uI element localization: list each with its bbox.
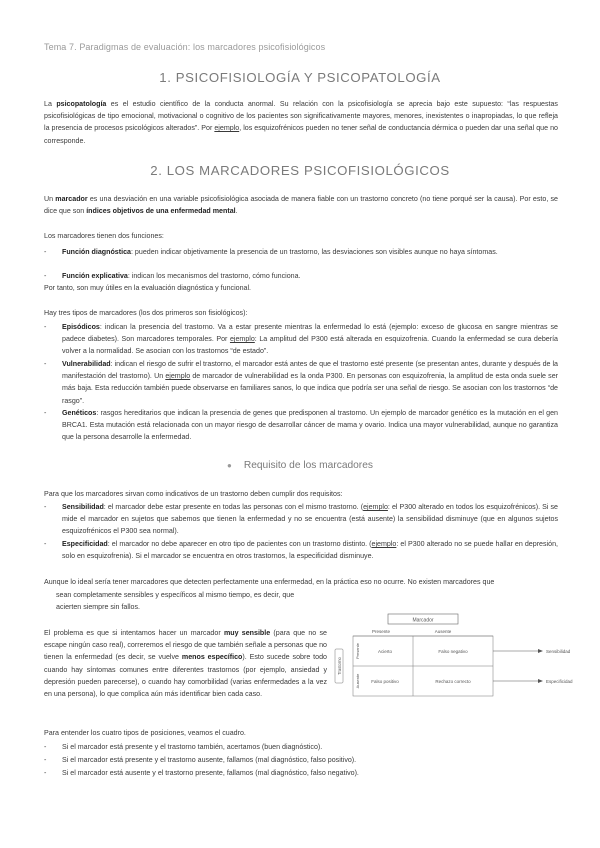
cell-true-negative: Rechazo correcto (435, 679, 471, 684)
diagram-specificity-label: Especificidad (546, 679, 573, 684)
section-1-paragraph: La psicopatología es el estudio científico de la conducta anormal. Su relación con la psicofisiología se aprecia bajo este supuesto: “las respuestas psicofisiológicas de tipo emocional, motivacional o cognitivo de los pacientes son significativamente mayores, menores, inexistentes o inapropiadas, lo que refleja la presencia de procesos psicológicos alterados”. Por ejemplo, los esquizofrénicos pueden no tener señal de conductancia dérmica o pueden dar una señal que no corresponde. (44, 100, 558, 145)
types-intro: Hay tres tipos de marcadores (los dos primeros son fisiológicos): (44, 309, 248, 317)
requirement-specificity: - Especificidad: el marcador no debe aparecer en otro tipo de pacientes con un trastorno distinto. (ejemplo: el P300 alterado no se puede hallar en depresión, solo en esquizofrenia). Si el marcador se encuentra en otros trastornos, la especificidad disminuye. (62, 538, 558, 562)
confusion-matrix-diagram (333, 613, 583, 701)
ideal-paragraph-line2: sean completamente sensibles y específicos al mismo tiempo, es decir, que (56, 591, 295, 599)
requirements-intro: Para que los marcadores sirvan como indicativos de un trastorno deben cumplir dos requisitos: (44, 490, 343, 498)
requirements-heading: ● Requisito de los marcadores (227, 460, 373, 471)
case-item-1: - Si el marcador está presente y el trastorno también, acertamos (buen diagnóstico). (62, 741, 558, 753)
type-item-vulnerability: - Vulnerabilidad: indican el riesgo de sufrir el trastorno, el marcador está antes de que el trastorno esté presente (se presentan antes, durante y después de la manifestación del trastorno). Un ejemplo de marcador de vulnerabilidad es la onda P300. En personas con esquizofrenia, la amplitud de esta onda suele ser más baja. Esta reducción también puede observarse en familiares sanos, lo que indica que podría ser una señal de riesgo. Se asocian con los trastornos “de rasgo”. (62, 358, 558, 407)
diagram-col-present: Presente (371, 629, 391, 634)
function-item-diagnostic: - Función diagnóstica: pueden indicar objetivamente la presencia de un trastorno, las desviaciones son visibles aunque no haya síntomas. (62, 246, 558, 258)
diagram-row-present: Presente (355, 642, 360, 660)
cell-false-negative: Falso negativo (438, 649, 468, 654)
type-item-genetic: - Genéticos: rasgos hereditarios que indican la presencia de genes que predisponen al trastorno. Un ejemplo de marcador genético es la mutación en el gen BRCA1. Esta mutación está relacionada con un mayor riesgo de desarrollar cáncer de mama y ovario. Indica una mayor vulnerabilidad, aunque no garantiza que la persona desarrolle la enfermedad. (62, 407, 558, 444)
function-item-explicative: - Función explicativa: indican los mecanismos del trastorno, cómo funciona. (62, 270, 558, 282)
diagram-row-absent: Ausente (355, 673, 360, 689)
functions-conclusion: Por tanto, son muy útiles en la evaluación diagnóstica y funcional. (44, 284, 252, 292)
marcador-definition: Un marcador es una desviación en una variable psicofisiológica asociada de manera fiable con un trastorno concreto (no tiene porqué ser la causa). Por esto, se dice que son índices objetivos de una enfermedad mental. (44, 195, 558, 216)
section-2-heading: 2. LOS MARCADORES PSICOFISIOLÓGICOS (150, 163, 450, 178)
case-item-2: - Si el marcador está presente y el trastorno ausente, fallamos (mal diagnóstico, falso positivo). (62, 754, 558, 766)
problem-paragraph: El problema es que si intentamos hacer un marcador muy sensible (para que no se escape ningún caso real), correremos el riesgo de que también señale a personas que no tienen la enfermedad (es decir, se vuelve menos específico). Esto sucede sobre todo cuando hay síntomas comunes entre diferentes trastornos (por ejemplo, ansiedad y depresión pueden parecerse), o cuando hay comorbilidad (varias enfermedades a la vez en una persona), lo que complica aún más identificar bien cada caso. (44, 629, 327, 699)
bullet-icon: ● (227, 460, 232, 470)
ideal-paragraph-line3: acierten siempre sin fallos. (56, 603, 140, 611)
case-item-3: - Si el marcador está ausente y el trastorno presente, fallamos (mal diagnóstico, falso negativo). (62, 767, 558, 779)
diagram-sensitivity-label: Sensibilidad (546, 649, 571, 654)
functions-intro: Los marcadores tienen dos funciones: (44, 232, 164, 240)
requirement-sensitivity: - Sensibilidad: el marcador debe estar presente en todas las personas con el mismo trastorno. (ejemplo: el P300 alterado en todos los esquizofrénicos). Si se mide el marcador en sujetos que sabemos que tienen la enfermedad y no se encuentra (está ausente) la sensibilidad disminuye (que en algunos sujetos esquizofrénicos el P300 sea normal). (62, 501, 558, 538)
cell-false-positive: Falso positivo (371, 679, 399, 684)
running-header: Tema 7. Paradigmas de evaluación: los marcadores psicofisiológicos (44, 42, 326, 52)
diagram-top-label: Marcador (412, 617, 434, 624)
section-1-heading: 1. PSICOFISIOLOGÍA Y PSICOPATOLOGÍA (159, 70, 441, 85)
ideal-paragraph-line1: Aunque lo ideal sería tener marcadores que detecten perfectamente una enfermedad, en la práctica eso no ocurre. No existen marcadores que (44, 578, 495, 586)
cases-intro: Para entender los cuatro tipos de posiciones, veamos el cuadro. (44, 729, 246, 737)
diagram-side-label: Trastorno (337, 657, 342, 675)
cell-true-positive: Acierto (377, 649, 393, 654)
type-item-episodic: - Episódicos: indican la presencia del trastorno. Va a estar presente mientras la enfermedad lo está (ejemplo: exceso de glucosa en sangre mientras se padece diabetes). Son marcadores temporales. Por ejemplo: La amplitud del P300 está alterada en esquizofrenia. Cuando la enfermedad se cura debería volver a la normalidad. Se asocian con los trastornos “de estado”. (62, 321, 558, 358)
diagram-col-absent: Ausente (434, 629, 452, 634)
